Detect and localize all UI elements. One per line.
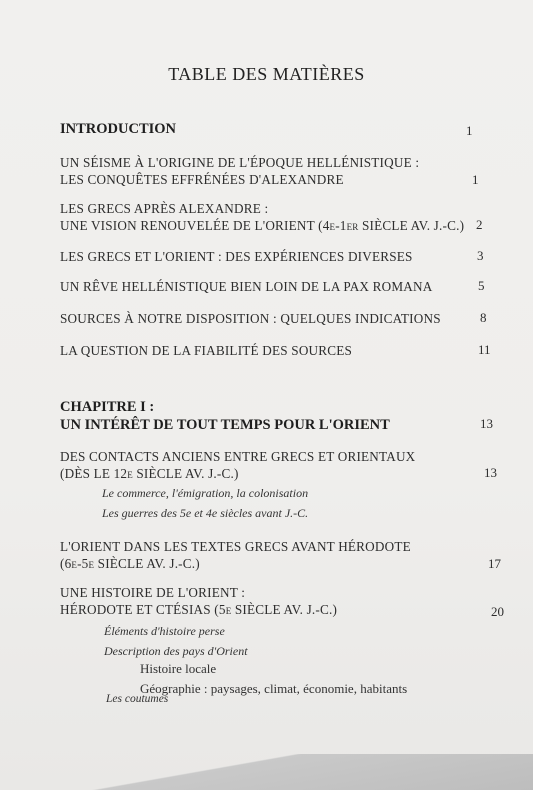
- toc-entry-reve: UN RÊVE HELLÉNISTIQUE BIEN LOIN DE LA PAX ROMANA: [60, 279, 433, 294]
- toc-page-number: 13: [484, 465, 497, 480]
- toc-entry-introduction: INTRODUCTION: [60, 121, 177, 137]
- toc-subentry-elements: Éléments d'histoire perse: [104, 624, 225, 638]
- toc-subentry-guerres: Les guerres des 5e et 4e siècles avant J.-C.: [102, 506, 309, 520]
- toc-entry-line: HÉRODOTE ET CTÉSIAS (5e SIÈCLE AV. J.-C.): [60, 602, 338, 617]
- toc-entry-grecs-orient: LES GRECS ET L'ORIENT : DES EXPÉRIENCES DIVERSES: [60, 249, 413, 264]
- toc-entry-line: L'ORIENT DANS LES TEXTES GRECS AVANT HÉRODOTE: [60, 539, 411, 554]
- toc-page-number: 1: [466, 123, 473, 138]
- page-edge-shadow: [0, 754, 533, 790]
- toc-entry-seisme: [60, 154, 480, 188]
- toc-page-number: 13: [480, 416, 493, 431]
- toc-page-number: 3: [477, 248, 484, 263]
- chapter-heading: [60, 398, 480, 434]
- toc-subentry-coutumes: Les coutumes: [106, 693, 169, 705]
- toc-subentry-commerce: Le commerce, l'émigration, la colonisation: [102, 486, 309, 500]
- toc-entry-grecs-apres: [60, 200, 480, 234]
- toc-page-number: 17: [488, 556, 501, 571]
- toc-page-number: 2: [476, 217, 483, 232]
- toc-page-number: 11: [478, 342, 491, 357]
- toc-entry-line: (DÈS LE 12e SIÈCLE AV. J.-C.): [60, 466, 239, 481]
- toc-entry-line: UNE VISION RENOUVELÉE DE L'ORIENT (4e-1er SIÈCLE AV. J.-C.): [60, 218, 465, 233]
- toc-subentry-histoire-locale: Histoire locale: [140, 661, 217, 676]
- toc-entry-line: UN SÉISME À L'ORIGINE DE L'ÉPOQUE HELLÉNISTIQUE :: [60, 155, 420, 170]
- toc-entry-sources: SOURCES À NOTRE DISPOSITION : QUELQUES INDICATIONS: [60, 311, 441, 326]
- toc-entry-line: DES CONTACTS ANCIENS ENTRE GRECS ET ORIENTAUX: [60, 449, 416, 464]
- toc-entry-line: LES CONQUÊTES EFFRÉNÉES D'ALEXANDRE: [60, 172, 344, 187]
- toc-entry-histoire: [60, 584, 480, 618]
- page-title: TABLE DES MATIÈRES: [168, 64, 365, 84]
- toc-subentry-description: Description des pays d'Orient: [104, 644, 248, 658]
- chapter-title: UN INTÉRÊT DE TOUT TEMPS POUR L'ORIENT: [60, 417, 390, 433]
- toc-entry-line: (6e-5e SIÈCLE AV. J.-C.): [60, 556, 200, 571]
- chapter-number: CHAPITRE I :: [60, 399, 155, 415]
- toc-page-number: 1: [472, 172, 479, 187]
- toc-subentry-geographie: Géographie : paysages, climat, économie, habitants: [140, 681, 408, 696]
- toc-entry-line: UNE HISTOIRE DE L'ORIENT :: [60, 585, 246, 600]
- toc-page-number: 20: [491, 604, 504, 619]
- toc-entry-line: LES GRECS APRÈS ALEXANDRE :: [60, 201, 269, 216]
- toc-entry-fiabilite: LA QUESTION DE LA FIABILITÉ DES SOURCES: [60, 343, 353, 358]
- toc-page-number: 5: [478, 278, 485, 293]
- toc-page-number: 8: [480, 310, 487, 325]
- toc-entry-contacts: [60, 448, 480, 482]
- toc-entry-textes: [60, 538, 480, 572]
